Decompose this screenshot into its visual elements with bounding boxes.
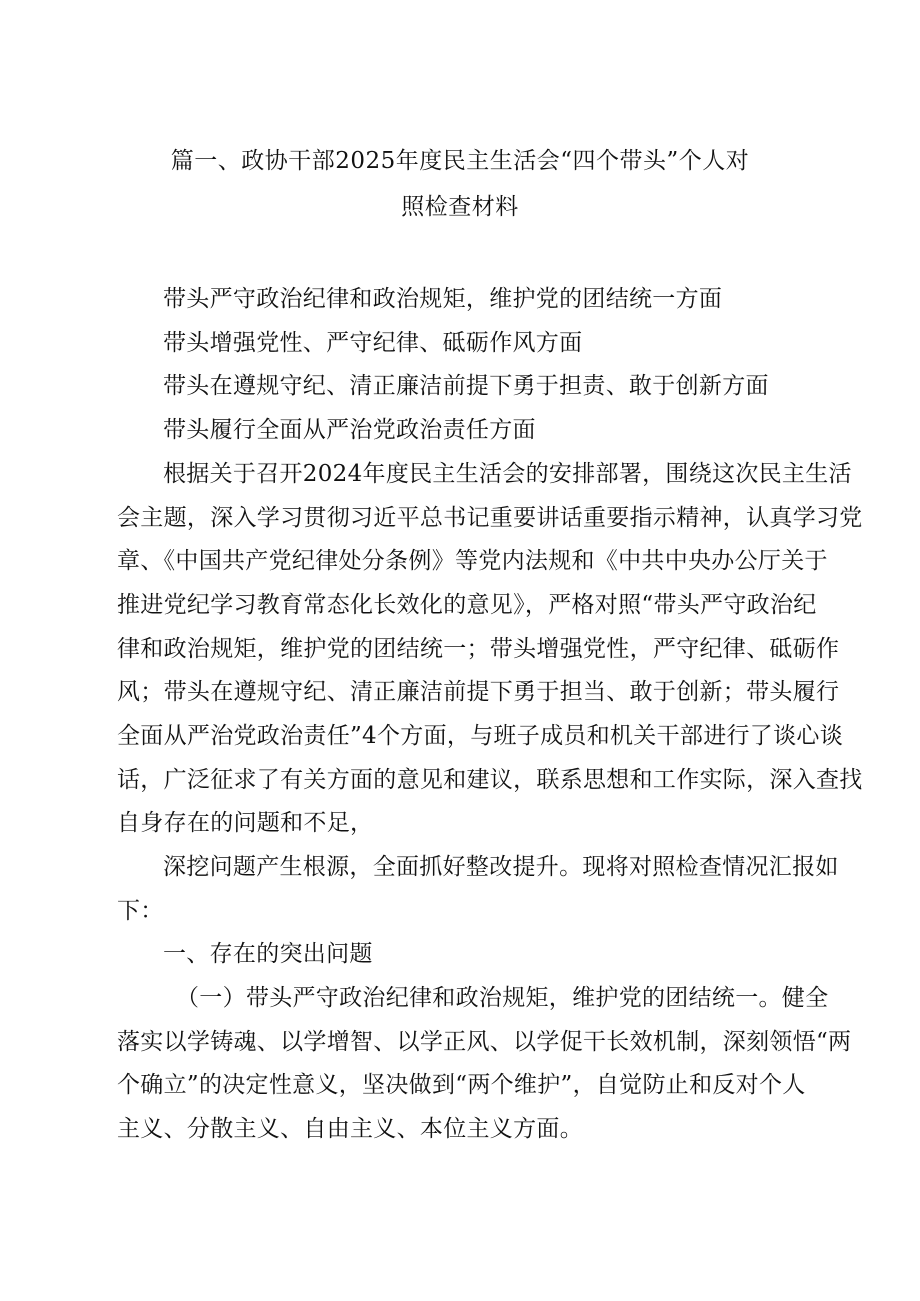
paragraph-1-line-1: 根据关于召开2024年度民主生活会的安排部署，围绕这次民主生活 [163, 461, 852, 487]
heading-item-1: 带头严守政治纪律和政治规矩，维护党的团结统一方面 [163, 286, 723, 312]
heading-item-3: 带头在遵规守纪、清正廉洁前提下勇于担责、敢于创新方面 [163, 373, 769, 399]
paragraph-1-line-6: 风；带头在遵规守纪、清正廉洁前提下勇于担当、敢于创新；带头履行 [117, 679, 840, 705]
paragraph-1-line-7: 全面从严治党政治责任”4个方面，与班子成员和机关干部进行了谈心谈 [117, 723, 843, 749]
paragraph-3-line-4: 主义、分散主义、自由主义、本位主义方面。 [117, 1116, 583, 1142]
heading-item-4: 带头履行全面从严治党政治责任方面 [163, 417, 536, 443]
section-heading-1: 一、存在的突出问题 [163, 941, 373, 967]
paragraph-3-line-2: 落实以学铸魂、以学增智、以学正风、以学促干长效机制，深刻领悟“两 [117, 1029, 852, 1055]
paragraph-1-line-8: 话，广泛征求了有关方面的意见和建议，联系思想和工作实际，深入查找 [117, 767, 863, 793]
document-title-line-1: 篇一、政协干部2025年度民主生活会“四个带头”个人对 [170, 148, 750, 174]
paragraph-3-line-1: （一）带头严守政治纪律和政治规矩，维护党的团结统一。健全 [176, 985, 829, 1011]
heading-item-2: 带头增强党性、严守纪律、砥砺作风方面 [163, 330, 583, 356]
paragraph-1-line-5: 律和政治规矩，维护党的团结统一；带头增强党性，严守纪律、砥砺作 [117, 636, 840, 662]
paragraph-1-line-9: 自身存在的问题和不足， [117, 810, 374, 836]
paragraph-2-line-2: 下： [117, 898, 164, 924]
paragraph-1-line-3: 章、《中国共产党纪律处分条例》等党内法规和《中共中央办公厅关于 [117, 548, 828, 574]
paragraph-3-line-3: 个确立”的决定性意义，坚决做到“两个维护”，自觉防止和反对个人 [117, 1072, 806, 1098]
paragraph-1-line-2: 会主题，深入学习贯彻习近平总书记重要讲话重要指示精神，认真学习党 [117, 505, 863, 531]
paragraph-1-line-4: 推进党纪学习教育常态化长效化的意见》，严格对照“带头严守政治纪 [117, 592, 817, 618]
document-title-line-2: 照检查材料 [401, 194, 519, 220]
paragraph-2-line-1: 深挖问题产生根源，全面抓好整改提升。现将对照检查情况汇报如 [163, 854, 839, 880]
